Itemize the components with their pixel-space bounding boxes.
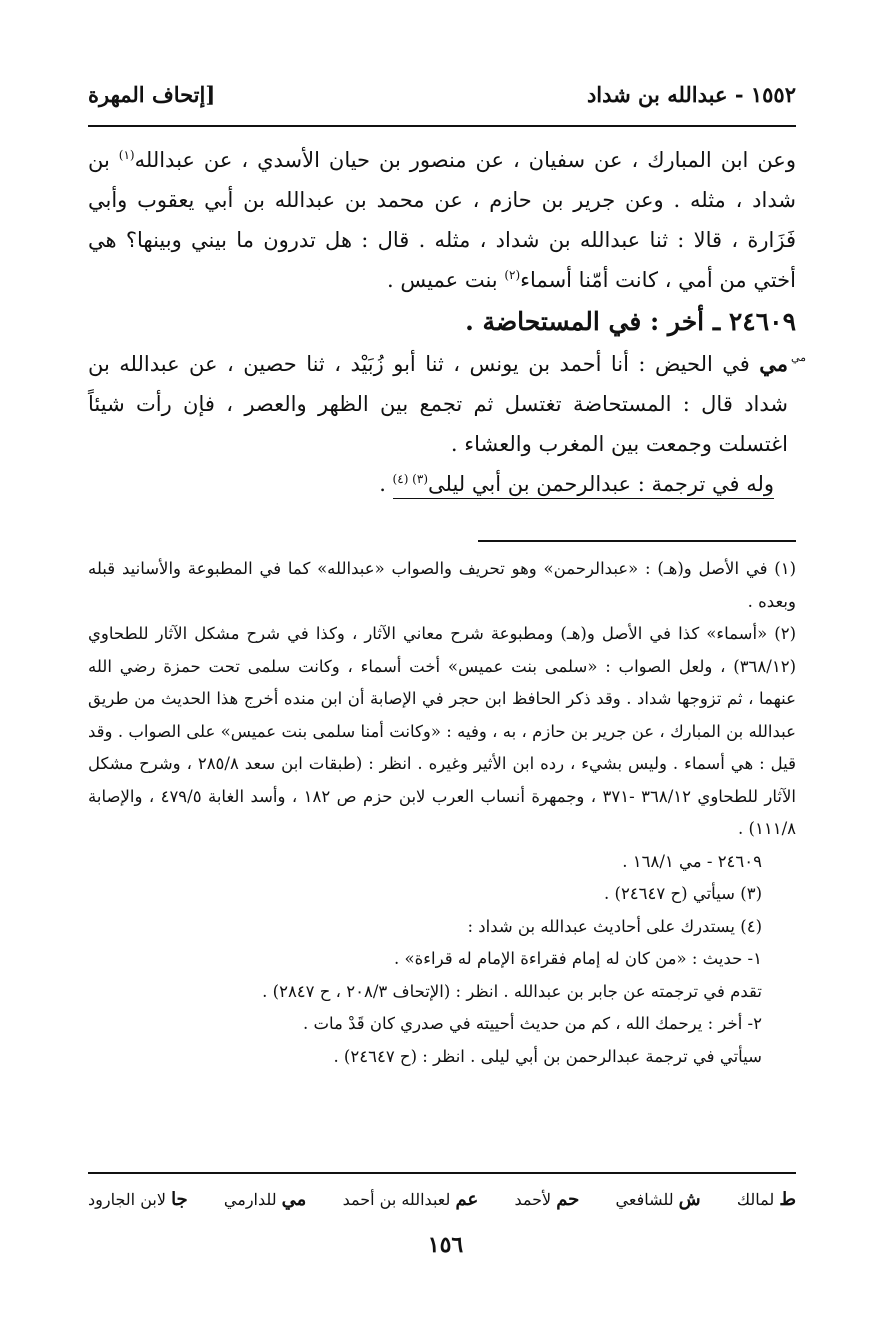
legend-item [88,1183,188,1217]
footnote-4-item: تقدم في ترجمته عن جابر بن عبدالله . انظر : (الإتحاف ٢٠٨/٣ ، ح ٢٨٤٧) . [262,981,762,1001]
legend-abbr: حم [556,1189,580,1210]
legend-item [616,1183,701,1217]
footnote-1: (١) في الأصل و(هـ) : «عبدالرحمن» وهو تحريف والصواب «عبدالله» كما في المطبوعة والأسانيد قبله وبعده . [88,559,796,611]
abbreviation-legend [88,1183,796,1217]
legend-abbr: مي [281,1189,307,1210]
text-span: وله في ترجمة : عبدالرحمن بن أبي ليلى [428,472,774,496]
legend-label: لأحمد [514,1190,552,1209]
hadith-paragraph [88,140,796,300]
text-span: بن شداد ، مثله . وعن جرير بن حازم ، عن محمد بن عبدالله بن أبي يعقوب وأبي فَزَارة ، قالا : ثنا عبدالله بن شداد ، مثله . قال : هل تدرون ما بيني وبينها؟ هي أختي من أمي ، كانت أمّنا أسماء [88,148,796,292]
footnote-4-item: سيأتي في ترجمة عبدالرحمن بن أبي ليلى . انظر : (ح ٢٤٦٤٧) . [333,1046,762,1066]
legend-abbr: عم [455,1189,479,1210]
underlined-reference [393,472,774,499]
source-reference: ٢٤٦٠٩ - مي ١٦٨/١ . [622,851,762,871]
footnote-rule [478,540,796,542]
book-title: [إتحاف المهرة [88,82,216,107]
margin-note: مي [790,351,806,364]
legend-label: لابن الجارود [88,1190,166,1209]
main-text [88,140,806,504]
legend-item [343,1183,479,1217]
source-siglum [759,351,806,376]
text-span: في الحيض : أنا أحمد بن يونس ، ثنا أبو زُبَيْد ، ثنا حصين ، عن عبدالله بن شداد قال : المستحاضة تغتسل ثم تجمع بين الظهر والعصر ، فإن رأت شيئاً اغتسلت وجمعت بين المغرب والعشاء . [88,352,788,456]
hadith-heading: ٢٤٦٠٩ ـ أخر : في المستحاضة . [465,307,796,336]
legend-label: للشافعي [615,1190,674,1209]
footnote-3: (٣) سيأتي (ح ٢٤٦٤٧) . [604,884,762,903]
footnote-2: (٢) «أسماء» كذا في الأصل و(هـ) ومطبوعة شرح معاني الآثار ، وكذا في شرح مشكل الآثار للطحاوي (٣٦٨/١٢) ، ولعل الصواب : «سلمى بنت عميس» أخت أسماء ، وكانت سلمى تحت حمزة رضي الله عنهما ، ثم تزوجها شداد . وقد ذكر الحافظ ابن حجر في الإصابة أن ابن منده أخرج هذا الحديث من طريق عبدالله بن المبارك ، عن جرير بن حازم ، به ، وفيه : «وكانت أمنا سلمى بنت عميس» على الصواب . وقد قيل : هي أسماء . وليس بشيء ، رده ابن الأثير وغيره . انظر : (طبقات ابن سعد ٢٨٥/٨ ، وشرح مشكل الآثار للطحاوي ٣٦٨/١٢ -٣٧١ ، وجمهرة أنساب العرب لابن حزم ص ١٨٢ ، وأسد الغابة ٤٧٩/٥ ، والإصابة ١١١/٨) . [88,624,796,838]
footnote-4-item: ١- حديث : «من كان له إمام فقراءة الإمام له قراءة» . [394,949,762,968]
footnote-ref-1: (١) [118,148,135,162]
legend-item [224,1183,306,1217]
header-rule [88,125,796,127]
siglum-text: مي [759,351,788,376]
running-header [88,82,796,112]
legend-label: لمالك [736,1190,775,1209]
legend-label: للدارمي [223,1190,277,1209]
hadith-paragraph [88,344,806,464]
legend-abbr: ط [779,1189,796,1210]
legend-abbr: جا [171,1189,188,1210]
text-span: . [379,472,393,496]
footnote-ref-3-4: (٣) (٤) [392,472,429,486]
footnotes [88,553,796,1073]
footnote-4: (٤) يستدرك على أحاديث عبدالله بن شداد : [467,916,762,936]
text-span: وعن ابن المبارك ، عن سفيان ، عن منصور بن حيان الأسدي ، عن عبدالله [134,148,796,172]
legend-abbr: ش [678,1189,701,1210]
footnote-ref-2: (٢) [504,268,521,282]
legend-item [737,1183,796,1217]
legend-label: لعبدالله بن أحمد [342,1190,451,1209]
legend-rule [88,1172,796,1174]
legend-item [514,1183,579,1217]
footnote-4-item: ٢- أخر : يرحمك الله ، كم من حديث أحييته في صدري كان قَدْ مات . [303,1014,762,1033]
chapter-title: ١٥٥٢ - عبدالله بن شداد [586,82,796,107]
cross-reference [88,464,796,504]
text-span: بنت عميس . [387,268,505,292]
page-number: ١٥٦ [427,1232,464,1258]
